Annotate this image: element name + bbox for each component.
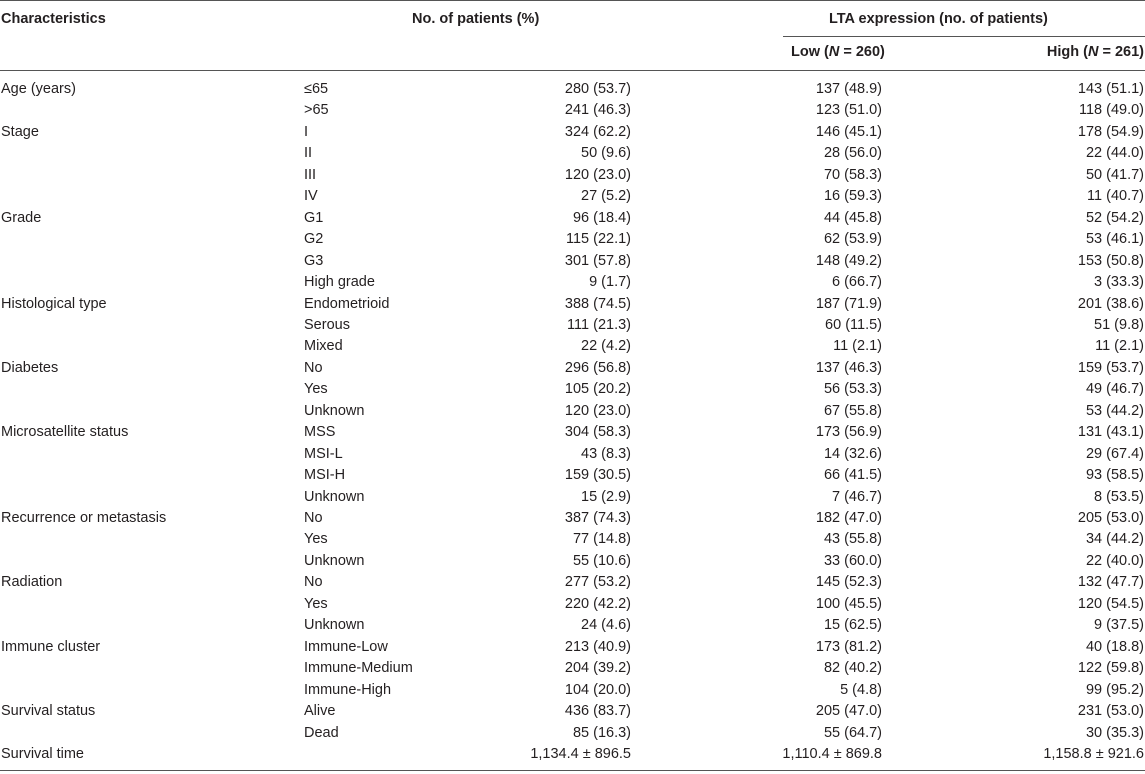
cell-low-expression: 66 (41.5) bbox=[823, 467, 882, 484]
cell-low-expression: 56 (53.3) bbox=[823, 381, 882, 398]
cell-category: Yes bbox=[304, 531, 328, 548]
table-row bbox=[0, 744, 1145, 765]
cell-category: Unknown bbox=[304, 488, 365, 505]
cell-characteristic: Recurrence or metastasis bbox=[1, 510, 167, 526]
cell-high-expression: 178 (54.9) bbox=[1077, 123, 1144, 140]
cell-category: MSI-L bbox=[304, 445, 343, 462]
cell-low-expression: 182 (47.0) bbox=[815, 510, 882, 526]
header-lta-expression: LTA expression (no. of patients) bbox=[829, 11, 1048, 27]
cell-patients: 277 (53.2) bbox=[564, 574, 631, 591]
cell-high-expression: 3 (33.3) bbox=[1094, 274, 1144, 291]
cell-high-expression: 30 (35.3) bbox=[1085, 724, 1144, 741]
cell-characteristic: Survival status bbox=[1, 703, 96, 720]
cell-high-expression: 50 (41.7) bbox=[1085, 166, 1144, 183]
cell-patients: 105 (20.2) bbox=[564, 381, 631, 398]
cell-category: IV bbox=[304, 188, 318, 205]
cell-high-expression: 9 (37.5) bbox=[1094, 617, 1144, 634]
cell-high-expression: 22 (44.0) bbox=[1085, 145, 1144, 162]
cell-patients: 115 (22.1) bbox=[565, 231, 631, 248]
header-high-n: N bbox=[1087, 44, 1099, 60]
cell-low-expression: 14 (32.6) bbox=[823, 445, 882, 462]
cell-low-expression: 60 (11.5) bbox=[825, 316, 882, 333]
cell-low-expression: 146 (45.1) bbox=[815, 123, 882, 140]
header-high-suffix: = 261) bbox=[1098, 44, 1144, 60]
cell-high-expression: 1,158.8 ± 921.6 bbox=[1043, 745, 1144, 762]
header-bottom-rule bbox=[0, 70, 1145, 71]
cell-low-expression: 145 (52.3) bbox=[815, 574, 882, 591]
cell-low-expression: 205 (47.0) bbox=[815, 703, 882, 720]
cell-low-expression: 187 (71.9) bbox=[815, 295, 882, 312]
cell-high-expression: 120 (54.5) bbox=[1077, 595, 1144, 612]
cell-characteristic: Immune cluster bbox=[1, 638, 101, 655]
table-row bbox=[0, 294, 1145, 315]
table-row bbox=[0, 422, 1145, 443]
cell-category: Immune-High bbox=[304, 681, 392, 698]
cell-low-expression: 173 (56.9) bbox=[815, 424, 882, 441]
cell-low-expression: 44 (45.8) bbox=[823, 209, 882, 226]
cell-high-expression: 93 (58.5) bbox=[1085, 467, 1144, 484]
cell-low-expression: 62 (53.9) bbox=[823, 231, 882, 248]
cell-patients: 55 (10.6) bbox=[572, 552, 631, 569]
cell-high-expression: 11 (2.1) bbox=[1095, 338, 1144, 355]
table-row bbox=[0, 401, 1145, 422]
table-row bbox=[0, 122, 1145, 143]
cell-patients: 296 (56.8) bbox=[564, 359, 631, 376]
table-row bbox=[0, 465, 1145, 486]
cell-category: Dead bbox=[304, 724, 339, 741]
cell-high-expression: 40 (18.8) bbox=[1085, 638, 1144, 655]
cell-low-expression: 82 (40.2) bbox=[823, 660, 882, 677]
table-row bbox=[0, 444, 1145, 465]
cell-patients: 27 (5.2) bbox=[581, 188, 631, 205]
table-row bbox=[0, 637, 1145, 658]
cell-high-expression: 153 (50.8) bbox=[1077, 252, 1144, 269]
table-row bbox=[0, 100, 1145, 121]
cell-category: G1 bbox=[304, 209, 324, 226]
cell-patients: 324 (62.2) bbox=[564, 123, 631, 140]
table-row bbox=[0, 143, 1145, 164]
cell-category: No bbox=[304, 510, 323, 526]
cell-category: Yes bbox=[304, 595, 328, 612]
cell-category: Unknown bbox=[304, 402, 365, 419]
cell-patients: 43 (8.3) bbox=[581, 445, 631, 462]
cell-high-expression: 143 (51.1) bbox=[1077, 81, 1144, 97]
cell-characteristic: Radiation bbox=[1, 574, 63, 591]
cell-low-expression: 55 (64.7) bbox=[823, 724, 882, 741]
cell-category: Endometrioid bbox=[304, 295, 390, 312]
cell-high-expression: 118 (49.0) bbox=[1078, 102, 1144, 119]
cell-category: G2 bbox=[304, 231, 324, 248]
cell-patients: 301 (57.8) bbox=[564, 252, 631, 269]
cell-characteristic: Survival time bbox=[1, 745, 84, 762]
cell-patients: 104 (20.0) bbox=[564, 681, 631, 698]
cell-characteristic: Histological type bbox=[1, 295, 107, 312]
cell-category: ≤65 bbox=[304, 81, 329, 97]
table-row bbox=[0, 379, 1145, 400]
cell-high-expression: 51 (9.8) bbox=[1094, 316, 1144, 333]
cell-category: III bbox=[304, 166, 317, 183]
table-row bbox=[0, 186, 1145, 207]
table-row bbox=[0, 251, 1145, 272]
cell-category: MSI-H bbox=[304, 467, 346, 484]
cell-low-expression: 100 (45.5) bbox=[815, 595, 882, 612]
cell-high-expression: 49 (46.7) bbox=[1085, 381, 1144, 398]
cell-patients: 388 (74.5) bbox=[564, 295, 631, 312]
cell-patients: 22 (4.2) bbox=[581, 338, 631, 355]
cell-patients: 241 (46.3) bbox=[564, 102, 631, 119]
header-low-suffix: = 260) bbox=[839, 44, 885, 60]
cell-high-expression: 231 (53.0) bbox=[1077, 703, 1144, 720]
table-row bbox=[0, 680, 1145, 701]
cell-high-expression: 205 (53.0) bbox=[1077, 510, 1144, 526]
cell-low-expression: 28 (56.0) bbox=[823, 145, 882, 162]
cell-low-expression: 123 (51.0) bbox=[815, 102, 882, 119]
cell-high-expression: 159 (53.7) bbox=[1077, 359, 1144, 376]
cell-low-expression: 67 (55.8) bbox=[823, 402, 882, 419]
header-low-group bbox=[791, 43, 885, 61]
cell-low-expression: 5 (4.8) bbox=[840, 681, 882, 698]
cell-patients: 50 (9.6) bbox=[581, 145, 631, 162]
cell-characteristic: Stage bbox=[1, 123, 39, 140]
cell-high-expression: 99 (95.2) bbox=[1085, 681, 1144, 698]
cell-patients: 220 (42.2) bbox=[564, 595, 631, 612]
table-row bbox=[0, 315, 1145, 336]
cell-patients: 77 (14.8) bbox=[572, 531, 631, 548]
cell-category: Yes bbox=[304, 381, 328, 398]
cell-category: Alive bbox=[304, 703, 336, 720]
cell-category: No bbox=[304, 574, 323, 591]
table-row bbox=[0, 358, 1145, 379]
cell-patients: 15 (2.9) bbox=[581, 488, 631, 505]
cell-high-expression: 201 (38.6) bbox=[1077, 295, 1144, 312]
cell-high-expression: 8 (53.5) bbox=[1094, 488, 1144, 505]
table-row bbox=[0, 208, 1145, 229]
cell-low-expression: 70 (58.3) bbox=[823, 166, 882, 183]
table-row bbox=[0, 594, 1145, 615]
cell-category: G3 bbox=[304, 252, 324, 269]
table-row bbox=[0, 723, 1145, 744]
cell-low-expression: 137 (48.9) bbox=[815, 81, 882, 97]
cell-patients: 436 (83.7) bbox=[564, 703, 631, 720]
cell-patients: 120 (23.0) bbox=[564, 402, 631, 419]
table-row bbox=[0, 272, 1145, 293]
table-row bbox=[0, 701, 1145, 722]
cell-low-expression: 15 (62.5) bbox=[823, 617, 882, 634]
cell-patients: 1,134.4 ± 896.5 bbox=[530, 745, 631, 762]
table-bottom-rule bbox=[0, 770, 1145, 771]
cell-category: Immune-Medium bbox=[304, 660, 413, 677]
cell-characteristic: Age (years) bbox=[1, 81, 76, 97]
cell-low-expression: 43 (55.8) bbox=[823, 531, 882, 548]
cell-patients: 85 (16.3) bbox=[572, 724, 631, 741]
table-row bbox=[0, 529, 1145, 550]
cell-low-expression: 33 (60.0) bbox=[823, 552, 882, 569]
cell-patients: 304 (58.3) bbox=[564, 424, 631, 441]
cell-high-expression: 53 (44.2) bbox=[1085, 402, 1144, 419]
cell-category: Unknown bbox=[304, 617, 365, 634]
cell-category: II bbox=[304, 145, 313, 162]
table-row bbox=[0, 165, 1145, 186]
cell-high-expression: 52 (54.2) bbox=[1085, 209, 1144, 226]
cell-patients: 111 (21.3) bbox=[567, 316, 631, 333]
table-top-rule bbox=[0, 0, 1145, 1]
table-row bbox=[0, 551, 1145, 572]
table-row bbox=[0, 79, 1145, 100]
cell-characteristic: Microsatellite status bbox=[1, 424, 129, 441]
cell-patients: 387 (74.3) bbox=[564, 510, 631, 526]
cell-low-expression: 7 (46.7) bbox=[832, 488, 882, 505]
header-low-n: N bbox=[828, 44, 840, 60]
table-row bbox=[0, 336, 1145, 357]
cell-patients: 159 (30.5) bbox=[564, 467, 631, 484]
header-high-prefix: High ( bbox=[1046, 44, 1088, 60]
cell-high-expression: 53 (46.1) bbox=[1085, 231, 1144, 248]
table-row bbox=[0, 658, 1145, 679]
cell-low-expression: 173 (81.2) bbox=[815, 638, 882, 655]
cell-low-expression: 148 (49.2) bbox=[815, 252, 882, 269]
cell-category: >65 bbox=[304, 102, 329, 119]
table-row bbox=[0, 508, 1145, 529]
cell-low-expression: 11 (2.1) bbox=[833, 338, 882, 355]
cell-high-expression: 29 (67.4) bbox=[1085, 445, 1144, 462]
cell-category: High grade bbox=[304, 274, 375, 291]
cell-low-expression: 6 (66.7) bbox=[832, 274, 882, 291]
cell-patients: 204 (39.2) bbox=[564, 660, 631, 677]
cell-patients: 280 (53.7) bbox=[564, 81, 631, 97]
header-lta-underline bbox=[783, 36, 1145, 37]
cell-patients: 96 (18.4) bbox=[572, 209, 631, 226]
cell-patients: 213 (40.9) bbox=[564, 638, 631, 655]
cell-patients: 24 (4.6) bbox=[581, 617, 631, 634]
table-row bbox=[0, 487, 1145, 508]
cell-characteristic: Grade bbox=[1, 209, 42, 226]
cell-category: MSS bbox=[304, 424, 336, 441]
table-row bbox=[0, 229, 1145, 250]
cell-category: Unknown bbox=[304, 552, 365, 569]
cell-low-expression: 1,110.4 ± 869.8 bbox=[782, 745, 882, 762]
cell-patients: 9 (1.7) bbox=[589, 274, 631, 291]
cell-category: Immune-Low bbox=[304, 638, 388, 655]
cell-high-expression: 131 (43.1) bbox=[1077, 424, 1144, 441]
cell-high-expression: 11 (40.7) bbox=[1087, 188, 1144, 205]
cell-category: I bbox=[304, 123, 309, 140]
cell-high-expression: 132 (47.7) bbox=[1077, 574, 1144, 591]
cell-category: Mixed bbox=[304, 338, 343, 355]
header-no-of-patients: No. of patients (%) bbox=[412, 11, 540, 27]
cell-characteristic: Diabetes bbox=[1, 359, 59, 376]
header-characteristics: Characteristics bbox=[1, 11, 106, 27]
cell-low-expression: 16 (59.3) bbox=[823, 188, 882, 205]
cell-high-expression: 34 (44.2) bbox=[1085, 531, 1144, 548]
cell-low-expression: 137 (46.3) bbox=[815, 359, 882, 376]
cell-category: No bbox=[304, 359, 323, 376]
cell-high-expression: 122 (59.8) bbox=[1077, 660, 1144, 677]
header-low-prefix: Low ( bbox=[791, 44, 829, 60]
table-row bbox=[0, 615, 1145, 636]
header-high-group bbox=[1047, 43, 1144, 61]
cell-high-expression: 22 (40.0) bbox=[1085, 552, 1144, 569]
cell-category: Serous bbox=[304, 316, 350, 333]
table-row bbox=[0, 572, 1145, 593]
cell-patients: 120 (23.0) bbox=[564, 166, 631, 183]
